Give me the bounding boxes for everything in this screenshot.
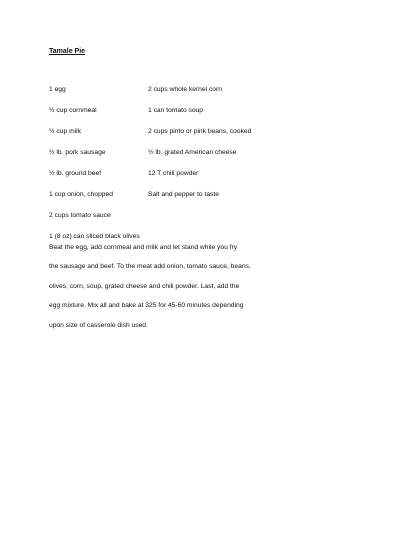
instruction-line: egg mixture. Mix all and bake at 325 for 45-60 minutes depending — [49, 302, 244, 310]
instruction-line: Beat the egg, add cornmeal and milk and let stand while you fry — [49, 244, 238, 251]
ingredient-left: 2 cups tomato sauce — [49, 212, 111, 219]
recipe-title: Tamale Pie — [49, 48, 86, 55]
ingredient-right: 2 cups pinto or pink beans, cooked — [148, 128, 252, 135]
instruction-line: olives, corn, soup, grated cheese and chili powder. Last, add the — [49, 282, 240, 290]
ingredient-right: Salt and pepper to taste — [148, 191, 220, 198]
ingredient-right: 12 T chili powder — [148, 170, 199, 177]
ingredient-left: ½ lb. pork sausage — [49, 149, 106, 156]
ingredient-right: 2 cups whole kernel corn — [148, 86, 222, 93]
ingredient-left: 1 egg — [49, 86, 66, 93]
ingredient-left: 1 (8 oz) can sliced black olives — [49, 233, 140, 240]
ingredient-left: ½ lb. ground beef — [49, 170, 102, 177]
instruction-line: the sausage and beef. To the meat add onion, tomato sauce, beans, — [49, 263, 251, 271]
ingredient-left: ½ cup cornmeal — [49, 107, 97, 114]
ingredient-right: ½ lb. grated American cheese — [148, 149, 237, 156]
ingredient-left: 1 cup onion, chopped — [49, 191, 113, 198]
instruction-line: upon size of casserole dish used. — [49, 321, 148, 329]
instructions-paragraph — [49, 238, 349, 335]
ingredient-left: ½ cup milk — [49, 128, 81, 135]
ingredient-right: 1 can tomato soup — [148, 107, 204, 114]
